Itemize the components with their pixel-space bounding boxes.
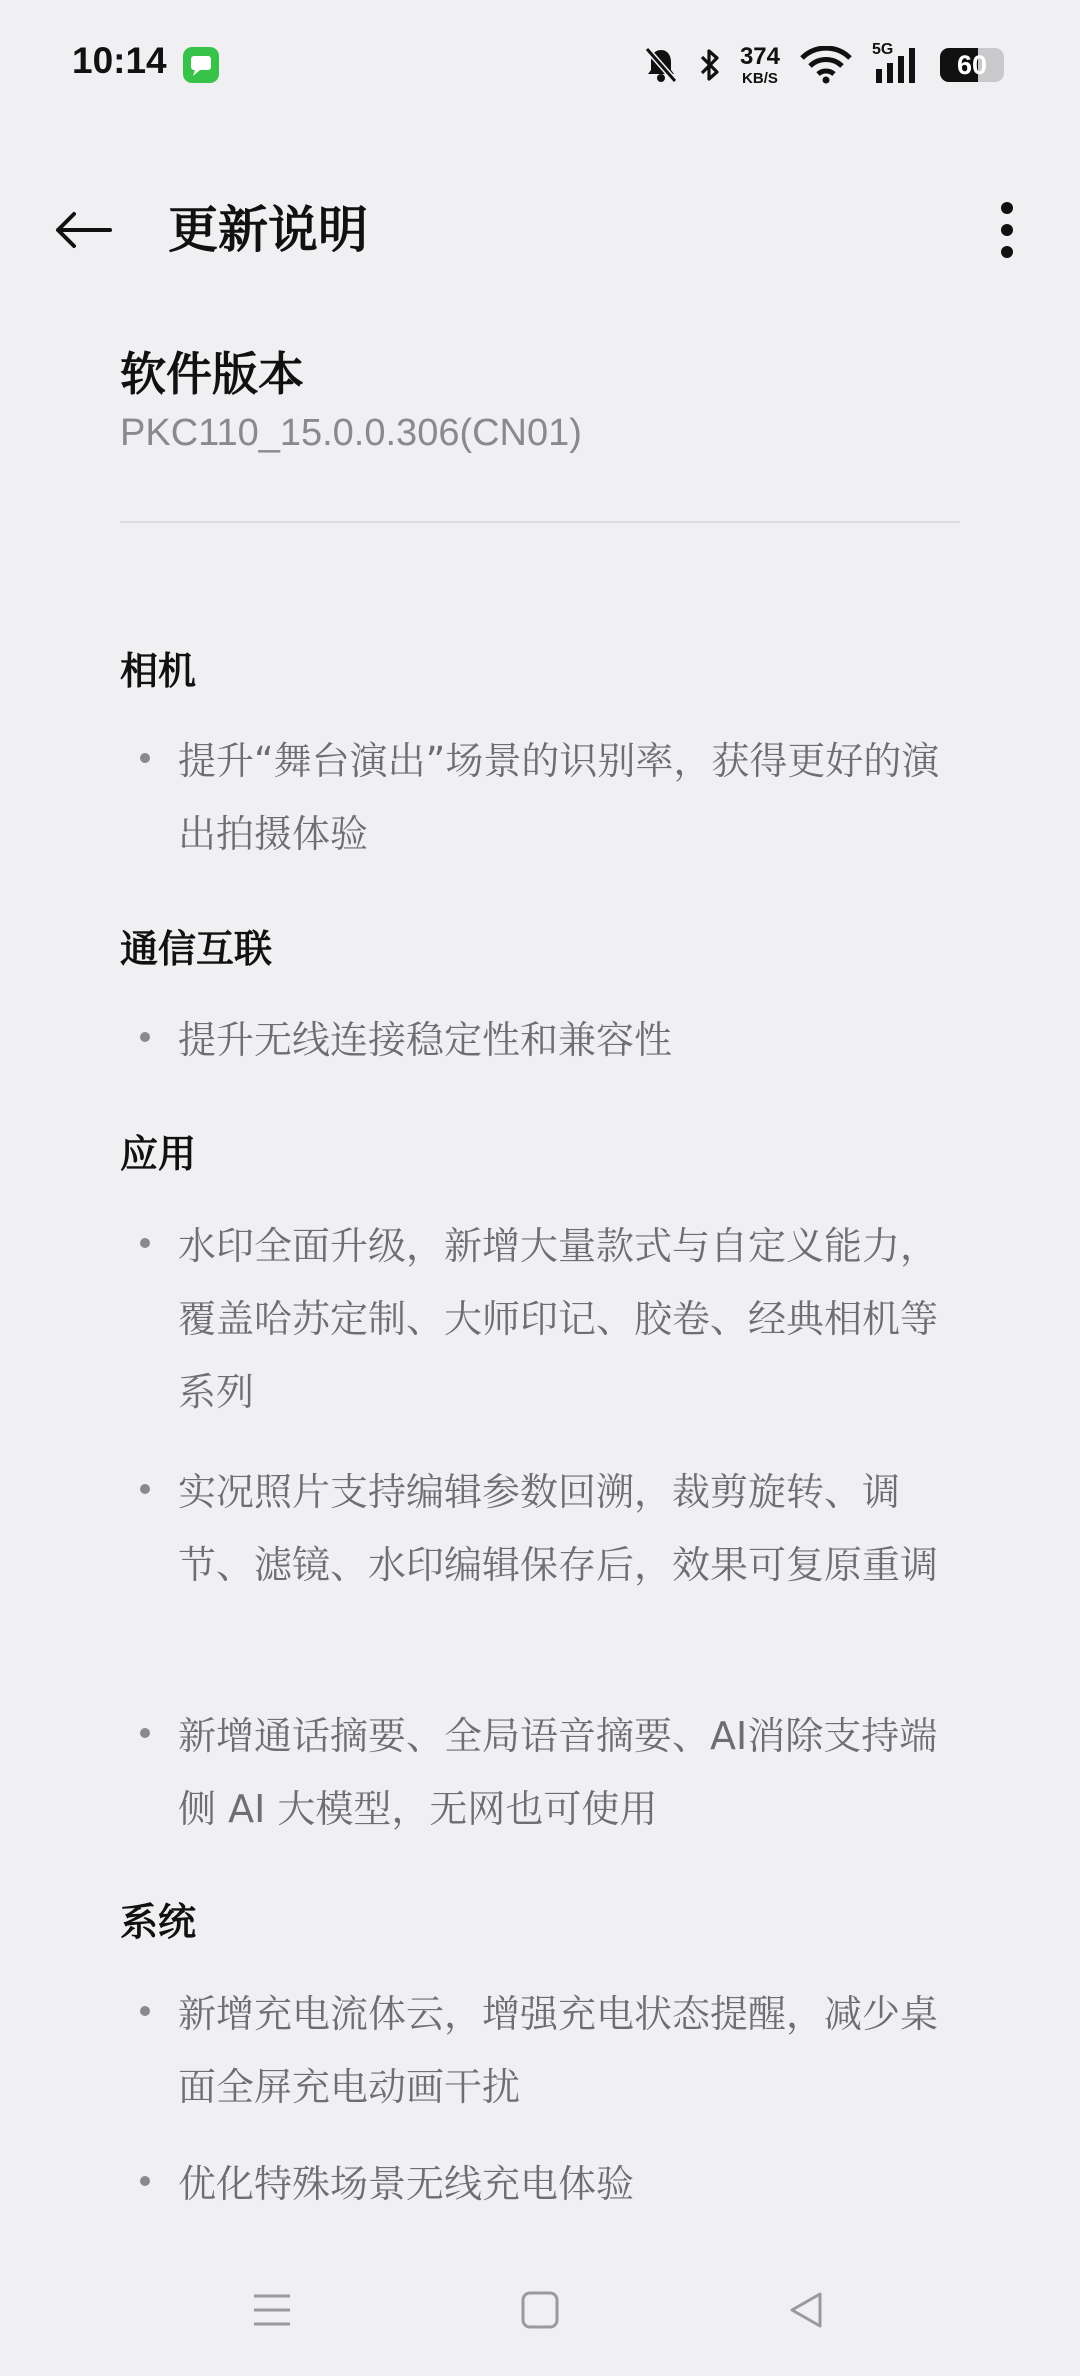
menu-icon (252, 2292, 292, 2328)
list-item-text: 提升无线连接稳定性和兼容性 (178, 1018, 673, 1062)
version-label: 软件版本 (120, 347, 304, 401)
list-item (120, 1210, 960, 1429)
list-item (120, 725, 960, 871)
status-bar (0, 0, 1080, 130)
home-square-icon (520, 2290, 560, 2330)
more-vertical-icon (1000, 200, 1014, 260)
cellular-signal-icon (872, 41, 922, 85)
section-title-apps: 应用 (120, 1132, 197, 1176)
status-icons (624, 40, 1004, 90)
app-bar (0, 175, 1080, 285)
bullet-icon (140, 1484, 150, 1494)
bullet-icon (140, 1728, 150, 1738)
more-options-button[interactable] (972, 195, 1042, 265)
list-item-text: 新增通话摘要、全局语音摘要、AI消除支持端侧 AI 大模型，无网也可使用 (178, 1714, 938, 1831)
status-time: 10:14 (72, 40, 167, 81)
section-title-camera: 相机 (120, 649, 197, 693)
list-item-text: 实况照片支持编辑参数回溯，裁剪旋转、调节、滤镜、水印编辑保存后，效果可复原重调 (178, 1470, 939, 1587)
bullet-icon (140, 753, 150, 763)
bluetooth-icon (698, 46, 722, 84)
mute-bell-icon (644, 46, 678, 84)
battery-level: 60 (956, 50, 988, 80)
message-notification-icon (183, 47, 219, 83)
page-title: 更新说明 (168, 201, 368, 259)
nav-recents-button[interactable] (242, 2280, 302, 2340)
network-type: 5G (872, 41, 894, 58)
arrow-left-icon (54, 210, 112, 250)
battery-icon (940, 48, 1004, 82)
divider (120, 521, 960, 523)
nav-back-button[interactable] (776, 2280, 836, 2340)
list-item (120, 1978, 960, 2124)
list-item (120, 2148, 960, 2221)
list-item (120, 1700, 960, 1846)
section-title-system: 系统 (120, 1900, 197, 1944)
wifi-icon (800, 46, 852, 84)
list-item-text: 新增充电流体云，增强充电状态提醒，减少桌面全屏充电动画干扰 (178, 1992, 939, 2109)
bullet-icon (140, 2176, 150, 2186)
list-item (120, 1004, 960, 1077)
list-item-text: 优化特殊场景无线充电体验 (178, 2162, 635, 2206)
list-item (120, 1456, 960, 1602)
nav-home-button[interactable] (510, 2280, 570, 2340)
network-speed-value: 374 (739, 42, 780, 70)
network-speed (739, 42, 780, 87)
back-triangle-icon (786, 2290, 826, 2330)
version-value: PKC110_15.0.0.306(CN01) (120, 412, 582, 454)
bullet-icon (140, 1032, 150, 1042)
network-speed-unit: KB/S (742, 69, 778, 87)
back-button[interactable] (48, 195, 118, 265)
list-item-text: 水印全面升级，新增大量款式与自定义能力，覆盖哈苏定制、大师印记、胶卷、经典相机等系列 (178, 1224, 939, 1414)
section-title-connectivity: 通信互联 (120, 927, 273, 971)
navigation-bar (0, 2270, 1080, 2350)
list-item-text: 提升“舞台演出”场景的识别率，获得更好的演出拍摄体验 (178, 739, 940, 856)
bullet-icon (140, 1238, 150, 1248)
bullet-icon (140, 2006, 150, 2016)
